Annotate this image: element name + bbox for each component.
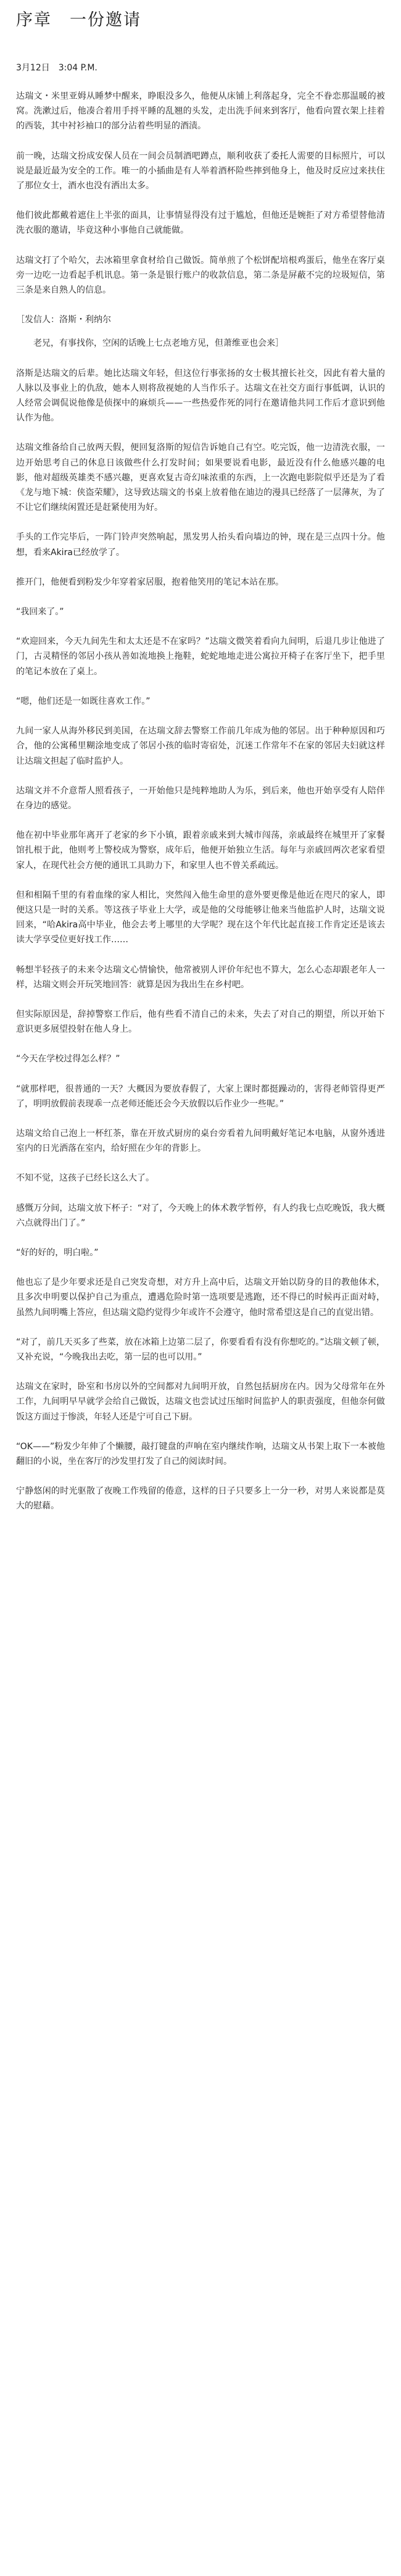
dialogue-line: “嗯，他们还是一如既往喜欢工作。” xyxy=(16,696,151,706)
dialogue-line: “今天在学校过得怎么样？” xyxy=(16,1054,120,1064)
paragraph: 达瑞文在家时，卧室和书房以外的空间都对九间明开放，自然包括厨房在内。因为父母常年在外工作，九间明早早就学会给自己做饭，达瑞文也尝试过压缩时间监护人的职责强度，但他奈何做饭这方面过于惨淡，年轻人还是宁可自己下厨。 xyxy=(16,1382,385,1422)
paragraph: 达瑞文并不介意帮人照看孩子，一开始他只是纯粹地助人为乐，到后来，他也开始享受有人陪伴在身边的感觉。 xyxy=(16,785,385,811)
paragraph: 前一晚，达瑞文扮成安保人员在一间会员制酒吧蹲点，顺利收获了委托人需要的目标照片，可以说是最近最为安全的工作。唯一的小插曲是有人举着酒杯险些摔到他身上，他及时反应过来扶住了那位女士，酒水也没有洒出太多。 xyxy=(16,151,385,191)
chapter-body xyxy=(16,89,385,1514)
paragraph: 达瑞文打了个哈欠，去冰箱里拿食材给自己做饭。简单煎了个松饼配培根鸡蛋后，他坐在客厅桌旁一边吃一边看起手机讯息。第一条是银行账户的收款信息，第二条是屏蔽不完的垃圾短信，第三条是来自熟人的信息。 xyxy=(16,255,385,296)
paragraph: “对了，前几天买多了些菜，放在冰箱上边第二层了，你要看看有没有你想吃的。”达瑞文顿了顿，又补充说，“今晚我出去吃，第一层的也可以用。” xyxy=(16,1337,385,1362)
chapter-title: 序章 一份邀请 xyxy=(16,10,141,30)
paragraph: 他们彼此都戴着遮住上半张的面具，让事情显得没有过于尴尬，但他还是婉拒了对方希望替他清洗衣服的邀请，毕竟这种小事他自己就能做。 xyxy=(16,211,385,236)
paragraph: 但实际原因是，辞掉警察工作后，他有些看不清自己的未来，失去了对自己的期望，所以开始下意识更多展望投射在他人身上。 xyxy=(16,1009,385,1035)
dialogue-line: “好的好的，明白啦。” xyxy=(16,1247,99,1258)
paragraph: “就那样吧，很普通的一天？大概因为要放春假了，大家上课时都挺躁动的，害得老师管得更严了，明明放假前表现乖一点老师还能还会今天放假以后作业少一些呢。” xyxy=(16,1084,385,1109)
paragraph: 宁静悠闲的时光驱散了夜晚工作残留的倦意，这样的日子只要多上一分一秒，对男人来说都是莫大的慰藉。 xyxy=(16,1486,385,1512)
paragraph: 九间一家人从海外移民到美国，在达瑞文辞去警察工作前几年成为他的邻居。出于种种原因和巧合，他的公寓稀里糊涂地变成了邻居小孩的临时寄宿处，沉迷工作常年不在家的邻居夫妇就这样让达瑞文担起了临时监护人。 xyxy=(16,726,385,766)
date-line: 3月12日 3:04 P.M. xyxy=(16,63,97,73)
paragraph: 不知不觉，这孩子已经长这么大了。 xyxy=(16,1173,154,1184)
paragraph: “OK——”粉发少年伸了个懒腰，敲打键盘的声响在室内继续作响，达瑞文从书架上取下一本被他翻旧的小说，坐在客厅的沙发里打发了自己的阅读时间。 xyxy=(16,1441,385,1466)
paragraph: 推开门，他便看到粉发少年穿着家居服，抱着他笑用的笔记本站在那。 xyxy=(16,577,284,587)
paragraph: 畅想半轻孩子的未来令达瑞文心情愉快，他常被别人评价年纪也不算大，怎么心态却跟老年人一样，达瑞文则会开玩笑地回答：就算是因为我出生在乡村吧。 xyxy=(16,964,385,990)
paragraph: 达瑞文・米里亚姆从睡梦中醒来，睁眼没多久，他便从床铺上利落起身，完全不眷恋那温暖的被窝。洗漱过后，他凑合着用手捋平睡的乱翘的头发，走出洗手间来到客厅，他看向置衣架上挂着的西装，其中衬衫袖口的部分沾着些明显的酒渍。 xyxy=(16,91,385,132)
paragraph: 洛斯是达瑞文的后辈。她比达瑞文年轻，但这位行事张扬的女士极其擅长社交，因此有着大量的人脉以及事业上的仇敌，她本人则将敌视她的人当作乐子。达瑞文在社交方面行事低调，认识的人经常会调侃说他像是侦探中的麻烦兵——一些热爱作死的同行在邀请他共同工作后才意识到他认作为他。 xyxy=(16,368,385,424)
paragraph: 他也忘了是少年要求还是自己突发奇想，对方升上高中后，达瑞文开始以防身的目的教他体术，且多次申明要以保护自己为重点，遭遇危险时第一选项要是逃跑，还不得已的时候再正面对峙，虽然九间明嘴上答应，但达瑞文隐约觉得少年或许不会遵守，他时常希望这是自己的直觉出错。 xyxy=(16,1278,385,1318)
paragraph: 但和相隔千里的有着血缘的家人相比，突然闯入他生命里的意外要更像是他近在咫尺的家人，即便这只是一时的关系。等这孩子毕业上大学，或是他的父母能够让他来当他监护人时，达瑞文说回来，“哈Akira高中毕业，他会去考上哪里的大学呢？现在这个年代比起直接工作肯定还是该去读大学享受位更好找工作…… xyxy=(16,890,385,945)
paragraph: 手头的工作完毕后，一阵门铃声突然响起，黑发男人抬头看向墙边的钟，现在是三点四十分。他想，看来Akira已经放学了。 xyxy=(16,532,385,558)
paragraph: 感慨万分间，达瑞文放下杯子：“对了，今天晚上的体术教学暂停，有人约我七点吃晚饭，我大概六点就得出门了。” xyxy=(16,1203,385,1228)
paragraph: 他在初中毕业那年离开了老家的乡下小镇，跟着亲戚来到大城市闯荡，亲戚最终在城里开了家餐馆扎根于此，他则考上警校成为警察，成年后，他便开始独立生活。每年与亲戚回两次老家看望家人，在现代社会方便的通讯工具助力下，和家里人也不曾关系疏远。 xyxy=(16,830,385,871)
paragraph: 达瑞文给自己泡上一杯红茶，靠在开放式厨房的桌台旁看着九间明戴好笔记本电脑，从窗外透进室内的日光洒落在室内，给好照在少年的背影上。 xyxy=(16,1128,385,1154)
paragraph: 达瑞文维备给自己放两天假，便回复洛斯的短信告诉她自己有空。吃完饭，他一边清洗衣服，一边开始思考自己的休息日该做些什么打发时间；如果要说看电影，最近没有什么他感兴趣的电影，他对超级英雄类不感兴趣，更喜欢复古奇幻味浓重的东西，上一次跑电影院似乎还是为了看《龙与地下城：侠盗荣耀》，这导致达瑞文的书桌上放着他在迪边的漫具已经落了一层薄灰，为了不让它们继续闲置还是赶紧使用为好。 xyxy=(16,443,385,513)
dialogue-line: “我回来了。” xyxy=(16,607,64,617)
message-header: ［发信人：洛斯・利纳尔 xyxy=(16,315,111,325)
message-body: 老兄，有事找你，空闲的话晚上七点老地方见，但萧维亚也会来］ xyxy=(33,338,284,349)
paragraph: “欢迎回来，今天九间先生和太太还是不在家吗？”达瑞文微笑着看向九间明，后退几步让他进了门，古灵精怪的邻居小孩从善如流地换上拖鞋，蛇蛇地地走进公寓拉开椅子在客厅坐下，把手里的笔记本放在了桌上。 xyxy=(16,637,385,677)
